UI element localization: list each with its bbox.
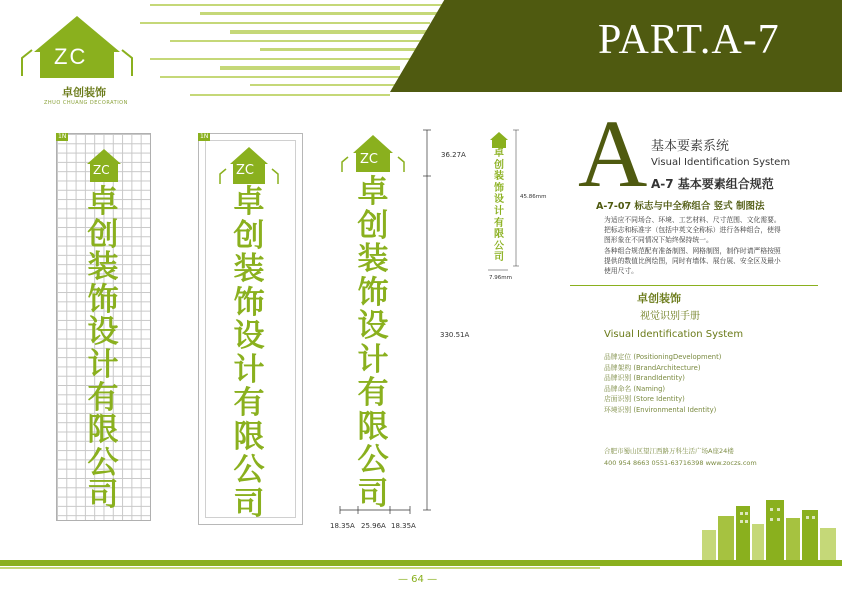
vertical-char: 有	[357, 375, 389, 411]
vertical-char: 设	[87, 314, 119, 351]
vertical-char: 饰	[494, 182, 504, 194]
vertical-char: 计	[233, 351, 265, 388]
vertical-char: 装	[233, 251, 265, 287]
vertical-char: 公	[233, 452, 265, 488]
dim-total-label: 330.51A	[440, 331, 470, 339]
manual-title: 视觉识别手册	[640, 311, 700, 322]
footer-bar	[0, 560, 842, 566]
vertical-char: 计	[494, 205, 504, 217]
frame-logo-letters: ZC	[236, 163, 254, 178]
vertical-char: 有	[494, 217, 504, 229]
unit-tag-2: 1N	[200, 133, 209, 140]
vertical-char: 饰	[87, 281, 119, 318]
manual-item: 品牌命名 (Naming)	[604, 384, 666, 393]
dim-bottom-mid: 25.96A	[361, 522, 386, 530]
manual-item: 环境识别 (Environmental Identity)	[604, 405, 717, 414]
brand-logo	[18, 14, 136, 110]
manual-item-list	[604, 352, 721, 415]
dimension-lines	[330, 128, 440, 528]
vertical-char: 创	[357, 207, 389, 244]
small-dim-height: 45.86mm	[520, 194, 547, 200]
vertical-char: 司	[233, 485, 265, 522]
description-line: 使用尺寸。	[604, 267, 638, 276]
vertical-char: 有	[233, 385, 265, 421]
footer-bar-thin	[0, 567, 600, 569]
manual-item: 品牌架构 (BrandArchitecture)	[604, 363, 701, 372]
grid-vertical-text	[80, 186, 126, 512]
vertical-char: 公	[87, 444, 119, 481]
vertical-char: 司	[357, 475, 389, 512]
section-title-cn: 基本要素系统	[651, 139, 730, 154]
vertical-char: 限	[87, 412, 119, 449]
vertical-char: 卓	[87, 184, 119, 220]
section-big-letter: A	[578, 100, 648, 207]
manual-address: 合肥市蜀山区望江西路万科生活广场A座24楼	[604, 447, 734, 455]
manual-brand-name: 卓创装饰	[637, 292, 681, 305]
vertical-char: 司	[87, 477, 119, 514]
grid-logo	[82, 148, 126, 188]
small-dimension-lines	[486, 126, 526, 276]
city-skyline-illustration	[700, 498, 840, 564]
logo-brand-name-en: ZHUO CHUANG DECORATION	[44, 100, 128, 106]
dim-top-label: 36.27A	[441, 151, 466, 159]
vertical-char: 饰	[233, 284, 265, 321]
manual-item: 店面识别 (Store Identity)	[604, 395, 685, 403]
vertical-char: 限	[357, 408, 389, 445]
vertical-char: 创	[87, 216, 119, 253]
vertical-char: 限	[233, 418, 265, 455]
part-title: PART.A-7	[598, 17, 780, 63]
description-line: 提供的数值比例绘图，同时有墙体、展台展、安全区及最小	[604, 256, 781, 265]
vertical-char: 设	[233, 318, 265, 354]
vertical-char: 公	[494, 240, 504, 252]
green-divider	[570, 285, 818, 286]
item-title: A-7-07 标志与中全称组合 竖式 制图法	[596, 201, 765, 212]
vertical-char: 设	[357, 308, 389, 344]
description-line: 把标志和标准字（包括中英文全称标）进行各种组合，使得	[604, 226, 781, 235]
vertical-char: 装	[494, 171, 504, 183]
small-dim-width: 7.96mm	[489, 275, 512, 281]
vertical-char: 装	[87, 249, 119, 286]
section-description	[604, 215, 816, 276]
manual-item: 品牌定位 (PositioningDevelopment)	[604, 353, 722, 361]
dim-bottom-left: 18.35A	[330, 522, 355, 530]
vertical-char: 司	[494, 252, 504, 264]
section-subtitle: A-7 基本要素组合规范	[651, 177, 774, 191]
vertical-char: 创	[233, 217, 265, 254]
description-line: 各种组合规范配有准备制图、网格制图，制作时请严格按照	[604, 246, 781, 255]
manual-item: 品牌识别 (BrandIdentity)	[604, 374, 685, 382]
logo-brand-name: 卓创装饰	[62, 86, 106, 99]
grid-logo-letters: ZC	[93, 163, 110, 177]
vertical-char: 装	[357, 241, 389, 277]
dim-bottom-right: 18.35A	[391, 522, 416, 530]
vertical-char: 公	[357, 442, 389, 478]
manual-title-en: Visual Identification System	[604, 329, 744, 340]
dim-logo-letters: ZC	[360, 152, 378, 167]
description-line: 为适应不同场合、环境、工艺材料、尺寸范围、文化需要。	[604, 216, 781, 224]
vertical-char: 计	[357, 341, 389, 378]
section-title-en: Visual Identification System	[651, 157, 791, 168]
vertical-char: 限	[494, 229, 504, 241]
vertical-char: 卓	[494, 148, 504, 159]
vertical-char: 设	[494, 194, 504, 206]
vertical-char: 创	[494, 159, 504, 171]
logo-letters: ZC	[54, 44, 88, 69]
page-number: — 64 —	[398, 574, 438, 585]
vertical-char: 卓	[357, 174, 389, 210]
vertical-char: 计	[87, 346, 119, 383]
description-line: 图形象在不同情况下始终保持统一。	[604, 236, 713, 245]
unit-tag-1: 1N	[58, 133, 67, 140]
vertical-char: 有	[87, 379, 119, 416]
frame-vertical-text	[226, 186, 272, 521]
vertical-char: 卓	[233, 184, 265, 220]
manual-contact: 400 954 8663 0551-63716398 www.zoczs.com	[604, 459, 757, 467]
vertical-char: 饰	[357, 274, 389, 311]
